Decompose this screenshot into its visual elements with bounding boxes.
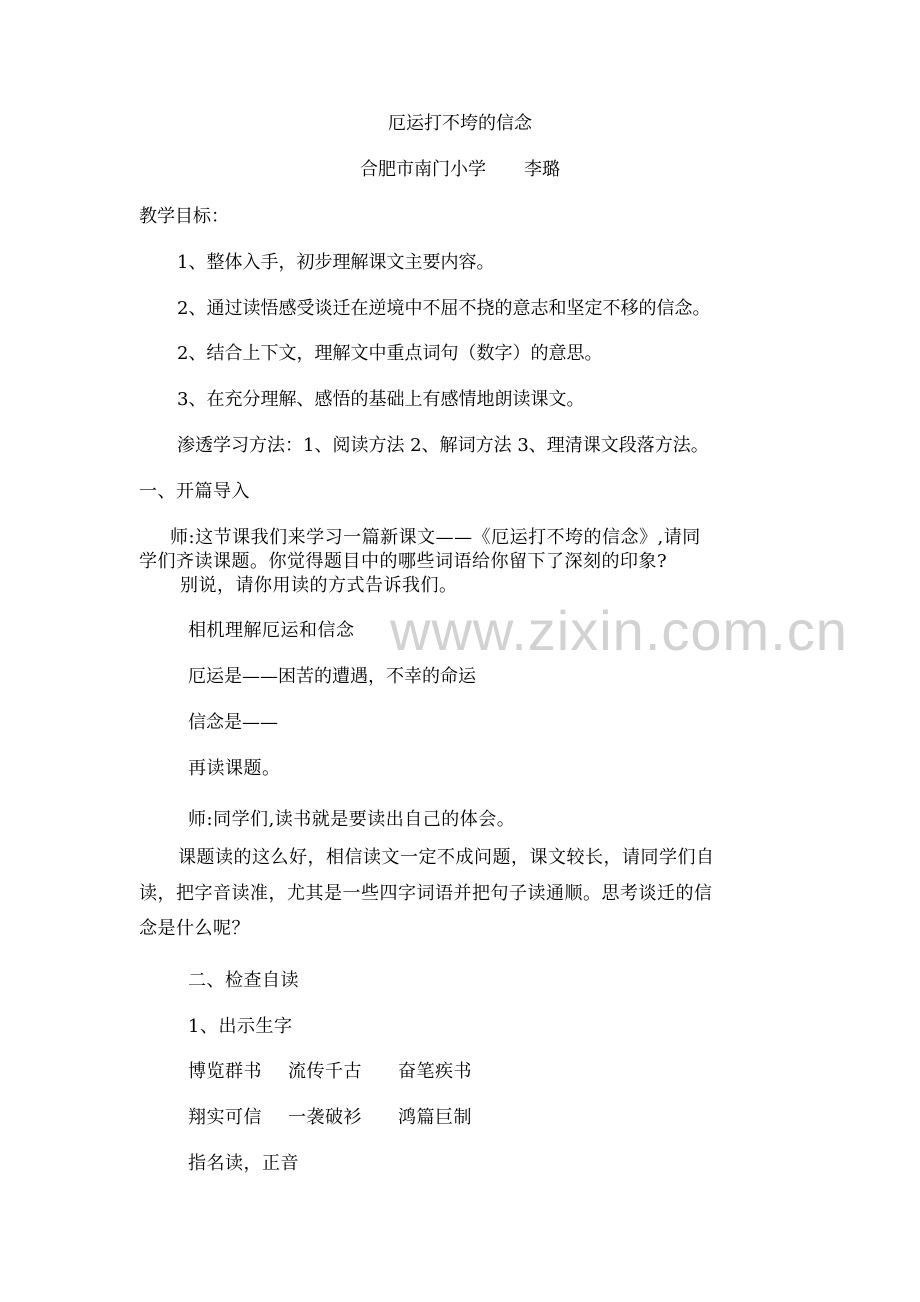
show-characters-line: 1、出示生字 [188, 1016, 293, 1037]
objective-item: 2、通过读悟感受谈迁在逆境中不屈不挠的意志和坚定不移的信念。 [177, 298, 711, 319]
paragraph-line: 课题读的这么好，相信读文一定不成问题，课文较长，请同学们自 [178, 847, 715, 868]
read-by-name-line: 指名读，正音 [188, 1153, 299, 1174]
vocab-word: 博览群书 [188, 1061, 262, 1082]
school-name: 合肥市南门小学 [360, 159, 486, 180]
paragraph-line: 师:这节课我们来学习一篇新课文——《厄运打不垮的信念》,请同 [170, 527, 701, 548]
word-row [188, 1060, 472, 1084]
paragraph-line: 读，把字音读准，尤其是一些四字词语并把句子读通顺。思考谈迁的信 [139, 883, 713, 904]
eyun-definition: 厄运是——困苦的遭遇，不幸的命运 [188, 666, 476, 687]
paragraph-line: 别说，请你用读的方式告诉我们。 [180, 575, 458, 596]
objective-item: 1、整体入手，初步理解课文主要内容。 [177, 252, 495, 273]
author-line [0, 158, 920, 182]
teacher-line: 师:同学们,读书就是要读出自己的体会。 [188, 809, 516, 830]
vocab-word: 鸿篇巨制 [398, 1107, 472, 1128]
xinnian-definition: 信念是—— [188, 712, 278, 733]
learning-methods: 渗透学习方法：1、阅读方法 2、解词方法 3、理清课文段落方法。 [177, 435, 709, 456]
paragraph-line: 学们齐读课题。你觉得题目中的哪些词语给你留下了深刻的印象? [139, 551, 668, 572]
section-heading-intro: 一、开篇导入 [139, 481, 250, 502]
watermark-text: www.zixin.com.cn [390, 599, 848, 662]
understand-line: 相机理解厄运和信念 [188, 620, 355, 641]
paragraph-line: 念是什么呢？ [139, 918, 250, 939]
vocab-word: 翔实可信 [188, 1107, 262, 1128]
objective-item: 3、在充分理解、感悟的基础上有感情地朗读课文。 [177, 389, 585, 410]
objectives-heading: 教学目标： [139, 206, 229, 227]
document-title: 厄运打不垮的信念 [388, 113, 532, 134]
word-row [188, 1106, 472, 1130]
vocab-word: 流传千古 [288, 1061, 362, 1082]
section-heading-self-read: 二、检查自读 [188, 970, 299, 991]
author-name: 李璐 [524, 159, 560, 180]
reread-line: 再读课题。 [188, 758, 281, 779]
vocab-word: 一袭破衫 [288, 1107, 362, 1128]
objective-item: 2、结合上下文，理解文中重点词句（数字）的意思。 [177, 343, 603, 364]
vocab-word: 奋笔疾书 [398, 1061, 472, 1082]
